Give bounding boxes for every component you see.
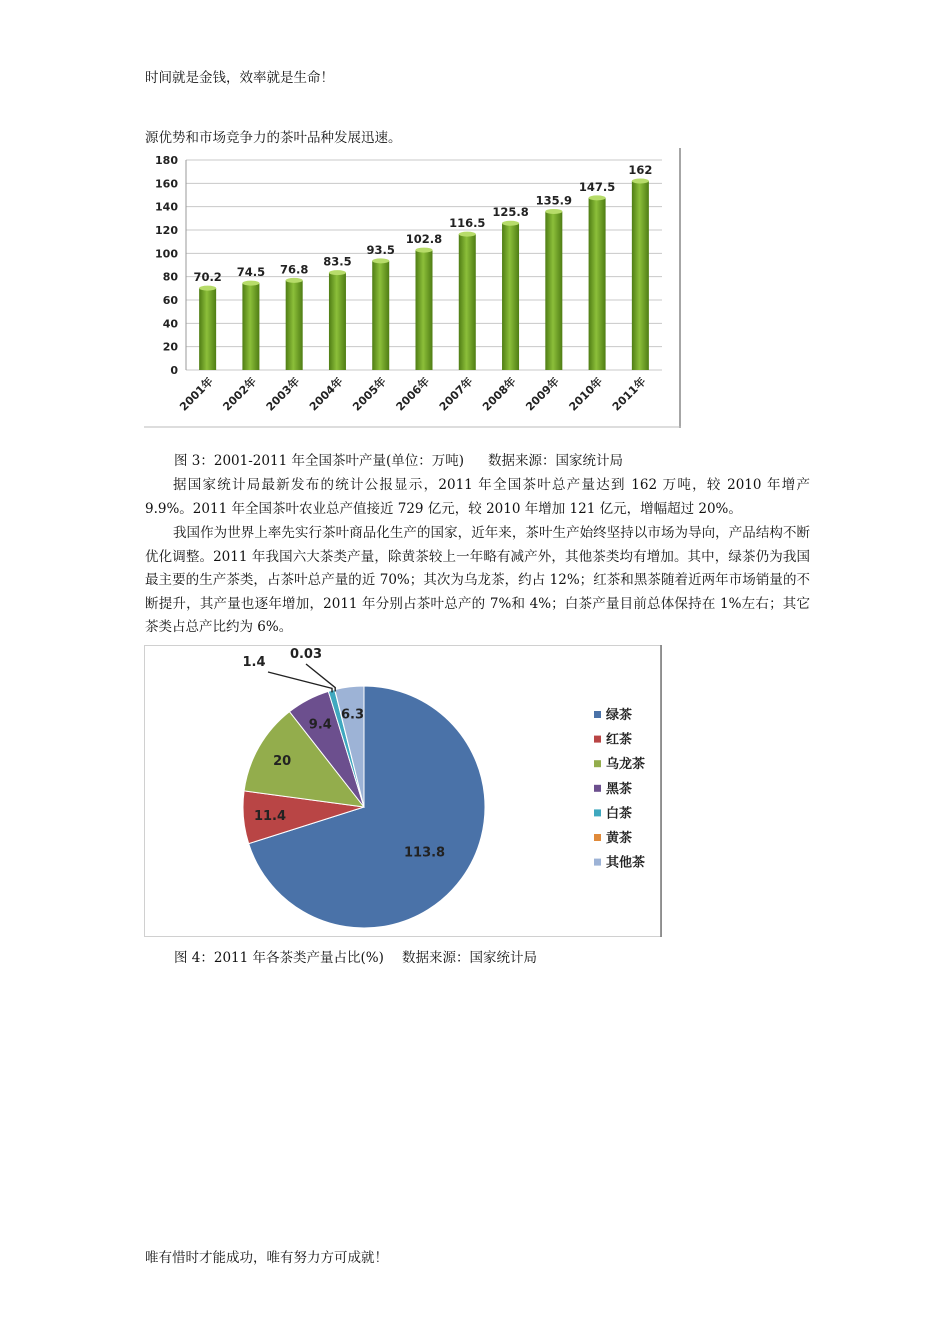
legend-swatch bbox=[594, 834, 601, 841]
x-tick-label: 2010年 bbox=[566, 374, 606, 414]
legend-label: 乌龙茶 bbox=[606, 757, 646, 773]
x-tick-label: 2011年 bbox=[609, 374, 649, 414]
y-tick-label: 180 bbox=[155, 154, 178, 167]
y-tick-label: 0 bbox=[170, 364, 178, 377]
bar bbox=[632, 181, 649, 370]
footer-motto: 唯有惜时才能成功，唯有努力方可成就！ bbox=[145, 1250, 388, 1266]
bar-value-label: 93.5 bbox=[366, 242, 395, 257]
bar-value-label: 102.8 bbox=[405, 232, 443, 247]
pie-value-label: 6.3 bbox=[341, 707, 365, 723]
bar bbox=[286, 280, 303, 370]
bar bbox=[416, 250, 433, 370]
bar bbox=[545, 211, 562, 370]
y-tick-label: 20 bbox=[162, 340, 178, 354]
pie-value-label: 1.4 bbox=[242, 655, 266, 670]
x-tick-label: 2002年 bbox=[220, 374, 260, 414]
bar-value-label: 135.9 bbox=[535, 193, 573, 208]
bar-top bbox=[199, 286, 216, 291]
bar bbox=[589, 198, 606, 370]
legend-label: 红茶 bbox=[606, 732, 633, 748]
bar-value-label: 70.2 bbox=[193, 270, 222, 285]
legend-label: 黄茶 bbox=[606, 831, 633, 846]
legend-label: 其他茶 bbox=[606, 855, 646, 871]
bar-top bbox=[329, 270, 346, 275]
pie-value-label: 9.4 bbox=[308, 717, 332, 733]
x-tick-label: 2007年 bbox=[436, 374, 476, 414]
bar-top bbox=[242, 281, 259, 286]
x-tick-label: 2001年 bbox=[177, 374, 216, 414]
bar-top bbox=[589, 195, 606, 200]
figure3-source: 数据来源：国家统计局 bbox=[488, 453, 623, 469]
bar-value-label: 83.5 bbox=[323, 254, 352, 269]
legend-label: 白茶 bbox=[606, 806, 633, 822]
legend-swatch bbox=[594, 859, 601, 866]
x-tick-label: 2003年 bbox=[263, 374, 303, 414]
x-tick-label: 2005年 bbox=[350, 374, 389, 414]
pie-value-label: 20 bbox=[273, 754, 292, 770]
pie-value-label: 113.8 bbox=[403, 845, 446, 861]
x-tick-label: 2006年 bbox=[393, 374, 433, 414]
bar-top bbox=[286, 278, 303, 283]
y-tick-label: 140 bbox=[155, 200, 178, 214]
y-tick-label: 60 bbox=[162, 294, 178, 307]
pie-value-label: 0.03 bbox=[289, 647, 323, 662]
leader-line bbox=[268, 672, 332, 692]
paragraph-1: 据国家统计局最新发布的统计公报显示，2011 年全国茶叶总产量达到 162 万吨，较 2010 年增产 9.9%。2011 年全国茶叶农业总产值接近 729 亿元，较 2010 年增加 121 亿元，增幅超过 20%。 bbox=[145, 477, 810, 517]
bar bbox=[459, 234, 476, 370]
x-tick-label: 2009年 bbox=[523, 374, 562, 414]
paragraph-2: 我国作为世界上率先实行茶叶商品化生产的国家，近年来，茶叶生产始终坚持以市场为导向，产品结构不断优化调整。2011 年我国六大茶类产量，除黄茶较上一年略有减产外，其他茶类均有增加。其中，绿茶仍为我国最主要的生产茶类，占茶叶总产量的近 70%；其次为乌龙茶，约占 12%；红茶和黑茶随着近两年市场销量的不断提升，其产量也逐年增加，2011 年分别占茶叶总产的 7%和 4%；白茶产量目前总体保持在 1%左右；其它茶类占总产比约为 6%。 bbox=[145, 525, 810, 635]
pie-value-label: 11.4 bbox=[253, 809, 287, 825]
x-tick-label: 2004年 bbox=[306, 374, 346, 414]
bar-top bbox=[416, 248, 433, 253]
bar-value-label: 125.8 bbox=[492, 205, 529, 220]
bar-top bbox=[502, 221, 519, 226]
bar bbox=[502, 223, 519, 370]
y-tick-label: 80 bbox=[162, 270, 178, 284]
bar-top bbox=[459, 232, 476, 237]
y-tick-label: 40 bbox=[162, 317, 178, 331]
pie-chart-frame bbox=[144, 645, 662, 937]
legend-swatch bbox=[594, 785, 601, 792]
legend-swatch bbox=[594, 711, 601, 718]
bar-value-label: 76.8 bbox=[279, 262, 309, 277]
y-tick-label: 120 bbox=[155, 224, 178, 237]
bar-value-label: 74.5 bbox=[236, 265, 266, 280]
legend-label: 绿茶 bbox=[606, 708, 633, 723]
bar-top bbox=[545, 209, 562, 214]
legend-swatch bbox=[594, 760, 601, 767]
bar-top bbox=[372, 258, 389, 263]
figure4-caption: 图 4：2011 年各茶类产量占比(%) bbox=[174, 950, 384, 966]
y-tick-label: 100 bbox=[155, 247, 178, 261]
bar-value-label: 162 bbox=[628, 163, 653, 177]
bar-top bbox=[632, 179, 649, 184]
pie-chart bbox=[144, 645, 662, 937]
bar bbox=[329, 273, 346, 370]
legend-label: 黑茶 bbox=[606, 781, 633, 797]
intro-fragment: 源优势和市场竞争力的茶叶品种发展迅速。 bbox=[145, 130, 402, 146]
bar-value-label: 116.5 bbox=[449, 216, 486, 231]
bar-value-label: 147.5 bbox=[578, 179, 616, 194]
bar-chart bbox=[144, 148, 681, 428]
bar bbox=[242, 283, 259, 370]
header-motto: 时间就是金钱，效率就是生命！ bbox=[145, 70, 334, 86]
legend-swatch bbox=[594, 736, 601, 743]
figure4-source: 数据来源：国家统计局 bbox=[402, 950, 537, 966]
figure3-caption: 图 3：2001-2011 年全国茶叶产量(单位：万吨) bbox=[174, 453, 464, 469]
bar bbox=[199, 288, 216, 370]
x-tick-label: 2008年 bbox=[480, 374, 519, 414]
legend-swatch bbox=[594, 809, 601, 816]
bar bbox=[372, 261, 389, 370]
y-tick-label: 160 bbox=[155, 177, 178, 191]
bar-chart-frame bbox=[144, 148, 681, 428]
